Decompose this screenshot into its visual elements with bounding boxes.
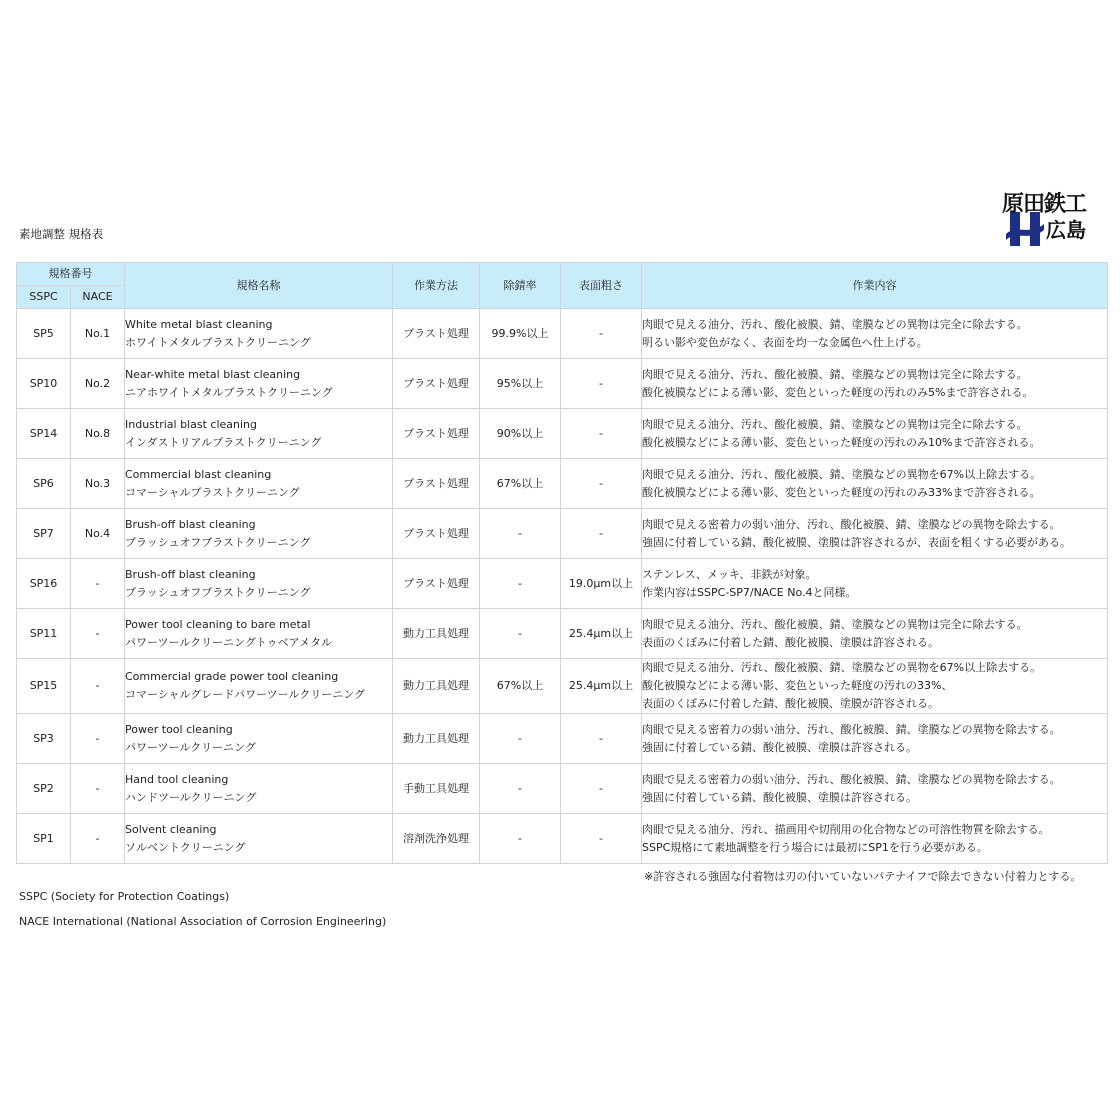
header-name: 規格名称 bbox=[125, 263, 393, 309]
name-en: Power tool cleaning to bare metal bbox=[125, 617, 311, 631]
table-row bbox=[17, 714, 1108, 764]
cell-content bbox=[642, 309, 1108, 359]
cell-content bbox=[642, 509, 1108, 559]
cell-nace: - bbox=[71, 764, 125, 814]
cell-content bbox=[642, 359, 1108, 409]
table-row bbox=[17, 309, 1108, 359]
logo-text-line2: 広島 bbox=[1046, 218, 1086, 242]
name-ja: ブラッシュオフブラストクリーニング bbox=[125, 585, 311, 599]
cell-roughness: - bbox=[561, 509, 642, 559]
content-line: 肉眼で見える密着力の弱い油分、汚れ、酸化被膜、錆、塗膜などの異物を除去する。 bbox=[642, 517, 1061, 531]
name-en: Industrial blast cleaning bbox=[125, 417, 257, 431]
cell-nace: No.8 bbox=[71, 409, 125, 459]
cell-method: ブラスト処理 bbox=[393, 559, 480, 609]
cell-name bbox=[125, 659, 393, 714]
name-en: Power tool cleaning bbox=[125, 722, 233, 736]
cell-sspc: SP3 bbox=[17, 714, 71, 764]
name-en: White metal blast cleaning bbox=[125, 317, 273, 331]
cell-name bbox=[125, 609, 393, 659]
cell-roughness: - bbox=[561, 409, 642, 459]
cell-rust-removal: 95%以上 bbox=[480, 359, 561, 409]
cell-method: 動力工具処理 bbox=[393, 714, 480, 764]
cell-name bbox=[125, 509, 393, 559]
content-line: 強固に付着している錆、酸化被膜、塗膜は許容される。 bbox=[642, 790, 917, 804]
cell-nace: No.1 bbox=[71, 309, 125, 359]
content-line: 表面のくぼみに付着した錆、酸化被膜、塗膜が許容される。 bbox=[642, 697, 939, 710]
content-line: 作業内容はSSPC-SP7/NACE No.4と同様。 bbox=[642, 585, 857, 599]
cell-method: ブラスト処理 bbox=[393, 359, 480, 409]
table-row bbox=[17, 559, 1108, 609]
cell-sspc: SP16 bbox=[17, 559, 71, 609]
name-ja: ハンドツールクリーニング bbox=[125, 790, 257, 804]
cell-sspc: SP1 bbox=[17, 814, 71, 864]
table-row bbox=[17, 409, 1108, 459]
name-en: Near-white metal blast cleaning bbox=[125, 367, 301, 381]
cell-rust-removal: - bbox=[480, 509, 561, 559]
cell-rust-removal: - bbox=[480, 764, 561, 814]
cell-roughness: - bbox=[561, 359, 642, 409]
cell-roughness: 19.0μm以上 bbox=[561, 559, 642, 609]
cell-nace: - bbox=[71, 814, 125, 864]
cell-method: 溶剤洗浄処理 bbox=[393, 814, 480, 864]
cell-content bbox=[642, 459, 1108, 509]
cell-rust-removal: - bbox=[480, 814, 561, 864]
name-ja: インダストリアルブラストクリーニング bbox=[125, 435, 322, 449]
cell-content bbox=[642, 714, 1108, 764]
name-en: Commercial blast cleaning bbox=[125, 467, 272, 481]
cell-nace: - bbox=[71, 609, 125, 659]
content-line: 肉眼で見える油分、汚れ、酸化被膜、錆、塗膜などの異物は完全に除去する。 bbox=[642, 617, 1028, 631]
cell-rust-removal: - bbox=[480, 714, 561, 764]
table-row bbox=[17, 359, 1108, 409]
footnote: ※許容される強固な付着物は刃の付いていないパテナイフで除去できない付着力とする。 bbox=[644, 870, 1082, 883]
cell-content bbox=[642, 764, 1108, 814]
cell-rust-removal: - bbox=[480, 559, 561, 609]
cell-roughness: 25.4μm以上 bbox=[561, 609, 642, 659]
cell-content bbox=[642, 659, 1108, 714]
content-line: 肉眼で見える油分、汚れ、酸化被膜、錆、塗膜などの異物は完全に除去する。 bbox=[642, 367, 1028, 381]
cell-rust-removal: 67%以上 bbox=[480, 659, 561, 714]
page-title: 素地調整 規格表 bbox=[19, 227, 104, 241]
content-line: 酸化被膜などによる薄い影、変色といった軽度の汚れの33%、 bbox=[642, 679, 953, 692]
cell-method: 手動工具処理 bbox=[393, 764, 480, 814]
header-nace: NACE bbox=[71, 286, 125, 309]
cell-method: ブラスト処理 bbox=[393, 459, 480, 509]
cell-rust-removal: - bbox=[480, 609, 561, 659]
cell-sspc: SP2 bbox=[17, 764, 71, 814]
content-line: 明るい影や変色がなく、表面を均一な金属色へ仕上げる。 bbox=[642, 335, 928, 349]
content-line: 酸化被膜などによる薄い影、変色といった軽度の汚れのみ33%まで許容される。 bbox=[642, 485, 1041, 499]
cell-sspc: SP11 bbox=[17, 609, 71, 659]
cell-name bbox=[125, 814, 393, 864]
header-sspc: SSPC bbox=[17, 286, 71, 309]
cell-roughness: - bbox=[561, 459, 642, 509]
name-ja: コマーシャルブラストクリーニング bbox=[125, 485, 300, 499]
content-line: ステンレス、メッキ、非鉄が対象。 bbox=[642, 567, 817, 581]
legend-sspc: SSPC (Society for Protection Coatings) bbox=[19, 890, 230, 903]
cell-name bbox=[125, 359, 393, 409]
name-en: Solvent cleaning bbox=[125, 822, 217, 836]
cell-content bbox=[642, 559, 1108, 609]
name-ja: コマーシャルグレードパワーツールクリーニング bbox=[125, 688, 366, 701]
table-row bbox=[17, 814, 1108, 864]
cell-nace: - bbox=[71, 659, 125, 714]
name-en: Brush-off blast cleaning bbox=[125, 567, 256, 581]
cell-sspc: SP14 bbox=[17, 409, 71, 459]
table-row bbox=[17, 659, 1108, 714]
cell-name bbox=[125, 764, 393, 814]
content-line: 酸化被膜などによる薄い影、変色といった軽度の汚れのみ10%まで許容される。 bbox=[642, 435, 1041, 449]
table-row bbox=[17, 459, 1108, 509]
cell-content bbox=[642, 814, 1108, 864]
name-en: Brush-off blast cleaning bbox=[125, 517, 256, 531]
cell-method: ブラスト処理 bbox=[393, 409, 480, 459]
cell-roughness: 25.4μm以上 bbox=[561, 659, 642, 714]
cell-sspc: SP15 bbox=[17, 659, 71, 714]
content-line: 肉眼で見える油分、汚れ、酸化被膜、錆、塗膜などの異物を67%以上除去する。 bbox=[642, 467, 1042, 481]
cell-sspc: SP7 bbox=[17, 509, 71, 559]
content-line: 強固に付着している錆、酸化被膜、塗膜は許容される。 bbox=[642, 740, 917, 754]
cell-method: ブラスト処理 bbox=[393, 509, 480, 559]
cell-name bbox=[125, 309, 393, 359]
cell-name bbox=[125, 559, 393, 609]
cell-sspc: SP6 bbox=[17, 459, 71, 509]
cell-roughness: - bbox=[561, 764, 642, 814]
cell-sspc: SP10 bbox=[17, 359, 71, 409]
cell-rust-removal: 90%以上 bbox=[480, 409, 561, 459]
header-standard-number: 規格番号 bbox=[17, 263, 125, 286]
cell-nace: - bbox=[71, 559, 125, 609]
cell-nace: - bbox=[71, 714, 125, 764]
name-ja: ホワイトメタルブラストクリーニング bbox=[125, 335, 311, 349]
cell-method: ブラスト処理 bbox=[393, 309, 480, 359]
cell-name bbox=[125, 714, 393, 764]
legend-nace: NACE International (National Association of Corrosion Engineering) bbox=[19, 915, 387, 928]
cell-method: 動力工具処理 bbox=[393, 609, 480, 659]
content-line: 肉眼で見える密着力の弱い油分、汚れ、酸化被膜、錆、塗膜などの異物を除去する。 bbox=[642, 772, 1061, 786]
name-ja: パワーツールクリーニングトゥベアメタル bbox=[125, 635, 332, 649]
header-rust-removal: 除錆率 bbox=[480, 263, 561, 309]
cell-rust-removal: 99.9%以上 bbox=[480, 309, 561, 359]
cell-rust-removal: 67%以上 bbox=[480, 459, 561, 509]
content-line: 表面のくぼみに付着した錆、酸化被膜、塗膜は許容される。 bbox=[642, 635, 939, 649]
cell-method: 動力工具処理 bbox=[393, 659, 480, 714]
content-line: 肉眼で見える油分、汚れ、描画用や切削用の化合物などの可溶性物質を除去する。 bbox=[642, 822, 1050, 836]
content-line: 肉眼で見える油分、汚れ、酸化被膜、錆、塗膜などの異物は完全に除去する。 bbox=[642, 317, 1028, 331]
table-row bbox=[17, 509, 1108, 559]
name-en: Commercial grade power tool cleaning bbox=[125, 670, 339, 683]
cell-roughness: - bbox=[561, 714, 642, 764]
cell-content bbox=[642, 609, 1108, 659]
content-line: 酸化被膜などによる薄い影、変色といった軽度の汚れのみ5%まで許容される。 bbox=[642, 385, 1034, 399]
content-line: 強固に付着している錆、酸化被膜、塗膜は許容されるが、表面を粗くする必要がある。 bbox=[642, 535, 1071, 549]
company-logo bbox=[1000, 192, 1100, 248]
cell-nace: No.4 bbox=[71, 509, 125, 559]
content-line: 肉眼で見える密着力の弱い油分、汚れ、酸化被膜、錆、塗膜などの異物を除去する。 bbox=[642, 722, 1061, 736]
cell-name bbox=[125, 459, 393, 509]
cell-sspc: SP5 bbox=[17, 309, 71, 359]
header-method: 作業方法 bbox=[393, 263, 480, 309]
content-line: 肉眼で見える油分、汚れ、酸化被膜、錆、塗膜などの異物は完全に除去する。 bbox=[642, 417, 1028, 431]
header-content: 作業内容 bbox=[642, 263, 1108, 309]
cell-name bbox=[125, 409, 393, 459]
cell-roughness: - bbox=[561, 814, 642, 864]
name-en: Hand tool cleaning bbox=[125, 772, 229, 786]
table-row bbox=[17, 764, 1108, 814]
cell-content bbox=[642, 409, 1108, 459]
spec-table bbox=[16, 262, 1108, 864]
cell-nace: No.2 bbox=[71, 359, 125, 409]
name-ja: パワーツールクリーニング bbox=[125, 740, 256, 754]
header-roughness: 表面粗さ bbox=[561, 263, 642, 309]
table-row bbox=[17, 609, 1108, 659]
name-ja: ニアホワイトメタルブラストクリーニング bbox=[125, 385, 333, 399]
cell-roughness: - bbox=[561, 309, 642, 359]
name-ja: ブラッシュオフブラストクリーニング bbox=[125, 535, 311, 549]
cell-nace: No.3 bbox=[71, 459, 125, 509]
name-ja: ソルベントクリーニング bbox=[125, 840, 246, 854]
content-line: SSPC規格にて素地調整を行う場合には最初にSP1を行う必要がある。 bbox=[642, 840, 988, 854]
content-line: 肉眼で見える油分、汚れ、酸化被膜、錆、塗膜などの異物を67%以上除去する。 bbox=[642, 661, 1042, 674]
logo-text-line1: 原田鉄工 bbox=[1002, 192, 1087, 217]
